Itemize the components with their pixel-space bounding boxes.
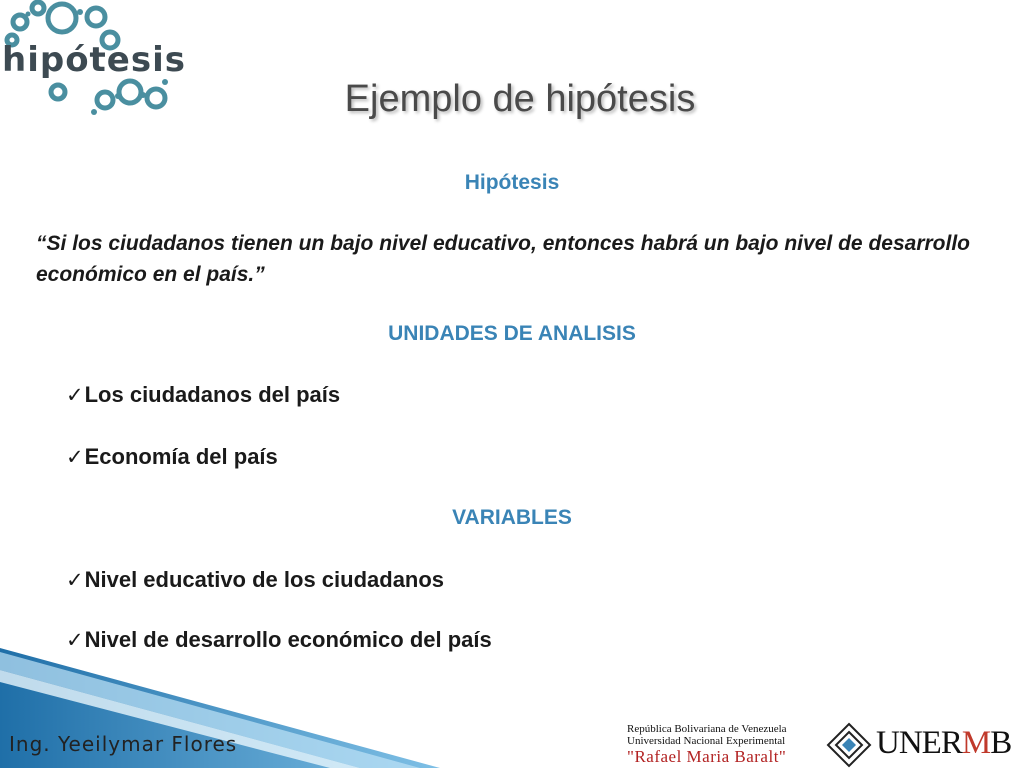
hypothesis-heading: Hipótesis [464, 171, 560, 194]
check-icon: ✓ [66, 384, 84, 407]
institution-line: Universidad Nacional Experimental [627, 735, 786, 747]
variable-label: Nivel educativo de los ciudadanos [84, 567, 445, 592]
variables-heading: VARIABLES [452, 506, 572, 529]
check-icon: ✓ [66, 446, 84, 469]
list-item [66, 444, 278, 470]
institution-line: República Bolivariana de Venezuela [627, 723, 787, 735]
unermb-emblem-icon [826, 722, 872, 768]
logo-text: hipótesis [2, 40, 186, 80]
list-item [66, 567, 444, 593]
hypothesis-quote: “Si los ciudadanos tienen un bajo nivel educativo, entonces habrá un bajo nivel de desarrollo económico en el país.” [36, 232, 970, 286]
unit-label: Los ciudadanos del país [84, 382, 341, 407]
slide-title: Ejemplo de hipótesis [344, 78, 696, 120]
author-name: Ing. Yeeilymar Flores [9, 732, 238, 756]
unermb-logo-text: UNERMB [876, 725, 1012, 761]
check-icon: ✓ [66, 629, 84, 652]
list-item [66, 382, 340, 408]
institution-block [627, 723, 822, 767]
check-icon: ✓ [66, 569, 84, 592]
institution-name: "Rafael Maria Baralt" [627, 747, 787, 766]
units-heading: UNIDADES DE ANALISIS [388, 322, 636, 345]
variable-label: Nivel de desarrollo económico del país [84, 627, 492, 652]
unit-label: Economía del país [84, 444, 278, 469]
